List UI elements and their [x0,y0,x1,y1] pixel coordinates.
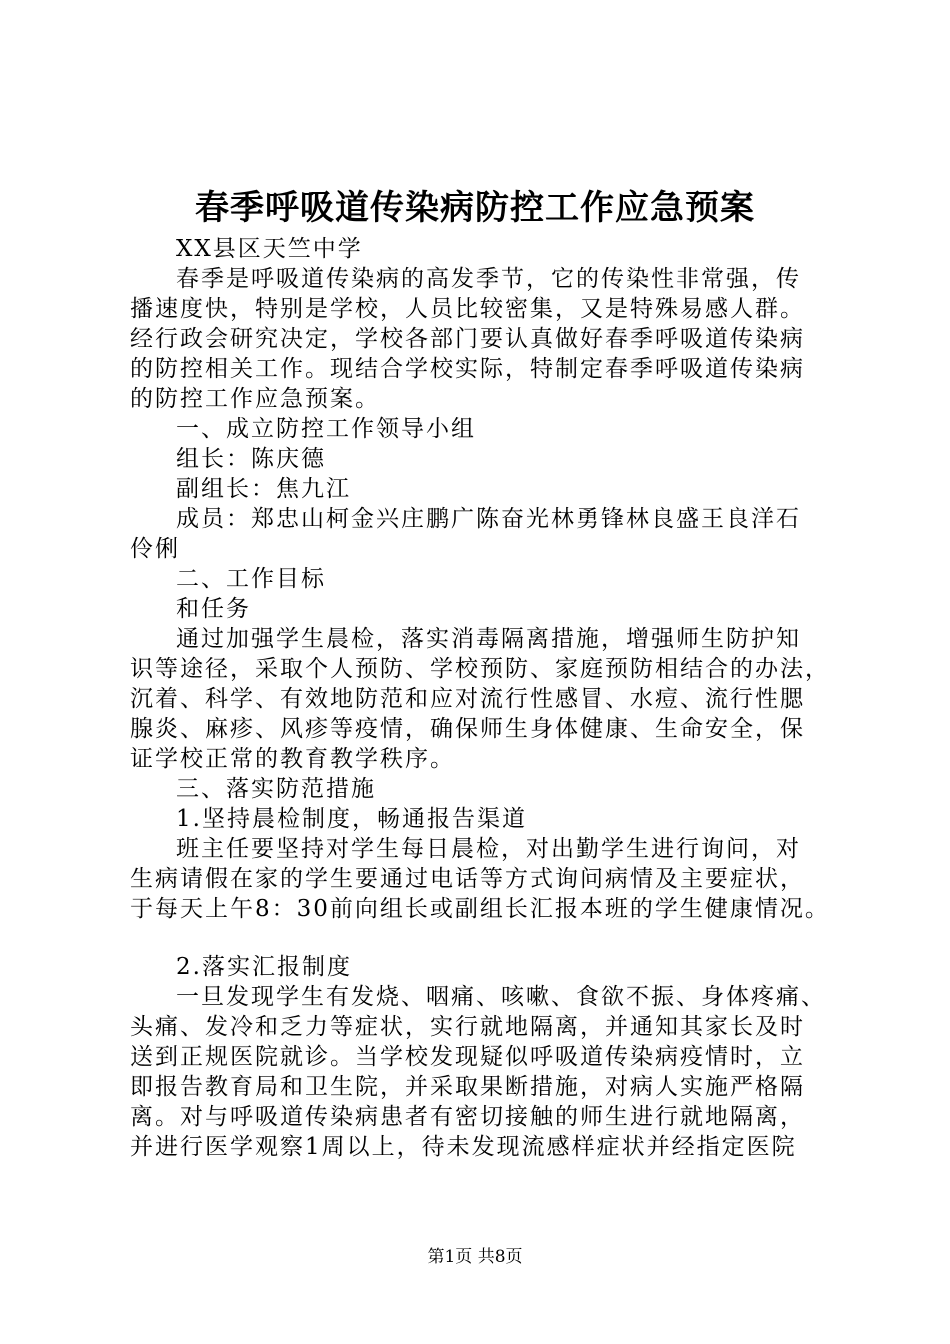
paragraph-line: 班主任要坚持对学生每日晨检，对出勤学生进行询问，对 [176,836,801,862]
school-name-line: XX县区天竺中学 [176,236,363,262]
subsection-heading: 2.落实汇报制度 [176,954,352,980]
section-heading: 三、落实防范措施 [176,776,376,802]
members-line: 伶俐 [130,536,180,562]
members-line: 成员：郑忠山柯金兴庄鹏广陈奋光林勇锋林良盛王良洋石 [176,506,801,532]
paragraph-line: 的防控相关工作。现结合学校实际，特制定春季呼吸道传染病 [130,356,805,382]
paragraph-line: 的防控工作应急预案。 [130,386,380,412]
paragraph-line: 生病请假在家的学生要通过电话等方式询问病情及主要症状， [130,866,805,892]
leader-line: 组长：陈庆德 [176,446,326,472]
paragraph-line: 证学校正常的教育教学秩序。 [130,746,455,772]
paragraph-line: 腺炎、麻疹、风疹等疫情，确保师生身体健康、生命安全，保 [130,716,805,742]
document-title: 春季呼吸道传染病防控工作应急预案 [195,188,755,228]
deputy-leader-line: 副组长：焦九江 [176,476,351,502]
section-heading: 和任务 [176,596,251,622]
paragraph-line: 并进行医学观察1周以上，待未发现流感样症状并经指定医院 [130,1134,797,1160]
paragraph-line: 通过加强学生晨检，落实消毒隔离措施，增强师生防护知 [176,626,801,652]
paragraph-gap [130,924,846,952]
paragraph-line: 头痛、发冷和乏力等症状，实行就地隔离，并通知其家长及时 [130,1014,805,1040]
paragraph-line: 一旦发现学生有发烧、咽痛、咳嗽、食欲不振、身体疼痛、 [176,984,826,1010]
subsection-heading: 1.坚持晨检制度，畅通报告渠道 [176,806,527,832]
page-footer: 第1页 共8页 [427,1247,523,1267]
paragraph-line: 春季是呼吸道传染病的高发季节，它的传染性非常强，传 [176,266,801,292]
section-heading: 一、成立防控工作领导小组 [176,416,476,442]
paragraph-line: 经行政会研究决定，学校各部门要认真做好春季呼吸道传染病 [130,326,805,352]
document-body [130,234,846,1162]
paragraph-line: 离。对与呼吸道传染病患者有密切接触的师生进行就地隔离， [130,1104,805,1130]
paragraph-line: 于每天上午8：30前向组长或副组长汇报本班的学生健康情况。 [130,896,830,922]
section-heading: 二、工作目标 [176,566,326,592]
paragraph-line: 送到正规医院就诊。当学校发现疑似呼吸道传染病疫情时，立 [130,1044,805,1070]
paragraph-line: 即报告教育局和卫生院，并采取果断措施，对病人实施严格隔 [130,1074,805,1100]
paragraph-line: 沉着、科学、有效地防范和应对流行性感冒、水痘、流行性腮 [130,686,805,712]
paragraph-line: 识等途径，采取个人预防、学校预防、家庭预防相结合的办法， [130,656,830,682]
paragraph-line: 播速度快，特别是学校，人员比较密集，又是特殊易感人群。 [130,296,805,322]
